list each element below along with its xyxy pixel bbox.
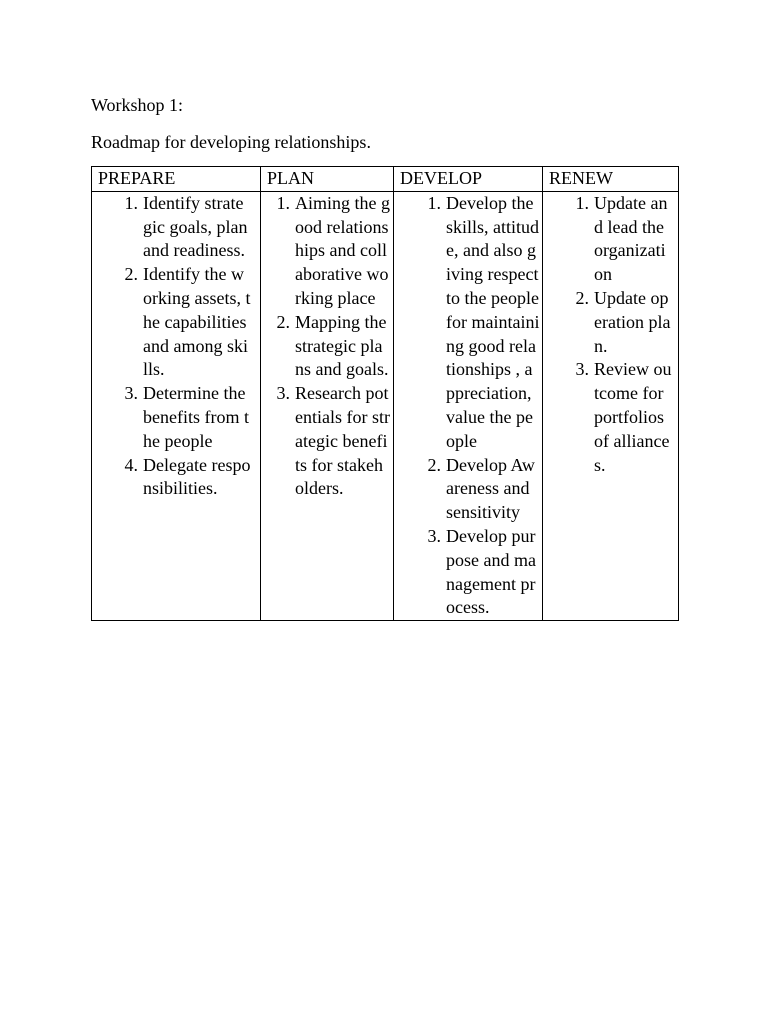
item-text: Determine the benefits from the people [143,383,249,451]
roadmap-table [91,166,679,621]
list-item [543,358,678,477]
list-item [92,454,260,502]
item-text: Develop Awareness and sensitivity [446,454,535,523]
item-number: 3. [276,383,290,404]
item-number: 3. [575,359,589,380]
list-item [543,287,678,358]
item-text: Develop the skills, attitude, and also giving respect to the people for maintaining good relationships , appreciation, value the people [446,192,540,451]
header-plan: PLAN [261,167,394,192]
item-number: 1. [427,192,441,213]
item-text: Identify strategic goals, plan and readiness. [143,192,248,261]
develop-list [394,192,542,620]
item-number: 2. [575,287,589,308]
list-item [92,192,260,263]
item-text: Aiming the good relationships and collaborative working place [295,192,390,308]
item-text: Update operation plan. [594,287,671,356]
item-number: 3. [427,525,441,546]
item-number: 4. [124,454,138,475]
list-item [261,382,393,501]
table-header-row [92,167,679,192]
list-item [394,454,542,525]
item-text: Identify the working assets, the capabilities and among skills. [143,264,251,380]
item-number: 2. [427,454,441,475]
item-number: 2. [124,264,138,285]
list-item [92,263,260,382]
list-item [92,382,260,453]
item-number: 1. [575,192,589,213]
roadmap-subtitle: Roadmap for developing relationships. [91,132,371,152]
item-number: 3. [124,383,138,404]
prepare-list [92,192,260,501]
header-renew: RENEW [543,167,679,192]
list-item [261,192,393,311]
item-text: Develop purpose and management process. [446,525,536,618]
plan-list [261,192,393,501]
item-text: Review outcome for portfolios of alliances. [594,359,672,475]
workshop-title: Workshop 1: [91,95,184,115]
prepare-cell [92,191,261,620]
header-develop: DEVELOP [394,167,543,192]
list-item [261,311,393,382]
table-body-row [92,191,679,620]
list-item [543,192,678,287]
item-text: Mapping the strategic plans and goals. [295,311,389,380]
item-number: 2. [276,311,290,332]
develop-cell [394,191,543,620]
list-item [394,525,542,620]
renew-list [543,192,678,478]
item-number: 1. [276,192,290,213]
item-number: 1. [124,192,138,213]
plan-cell [261,191,394,620]
list-item [394,192,542,454]
header-prepare: PREPARE [92,167,261,192]
renew-cell [543,191,679,620]
item-text: Delegate responsibilities. [143,454,251,499]
item-text: Research potentials for strategic benefits for stakeholders. [295,383,390,499]
item-text: Update and lead the organization [594,192,668,285]
